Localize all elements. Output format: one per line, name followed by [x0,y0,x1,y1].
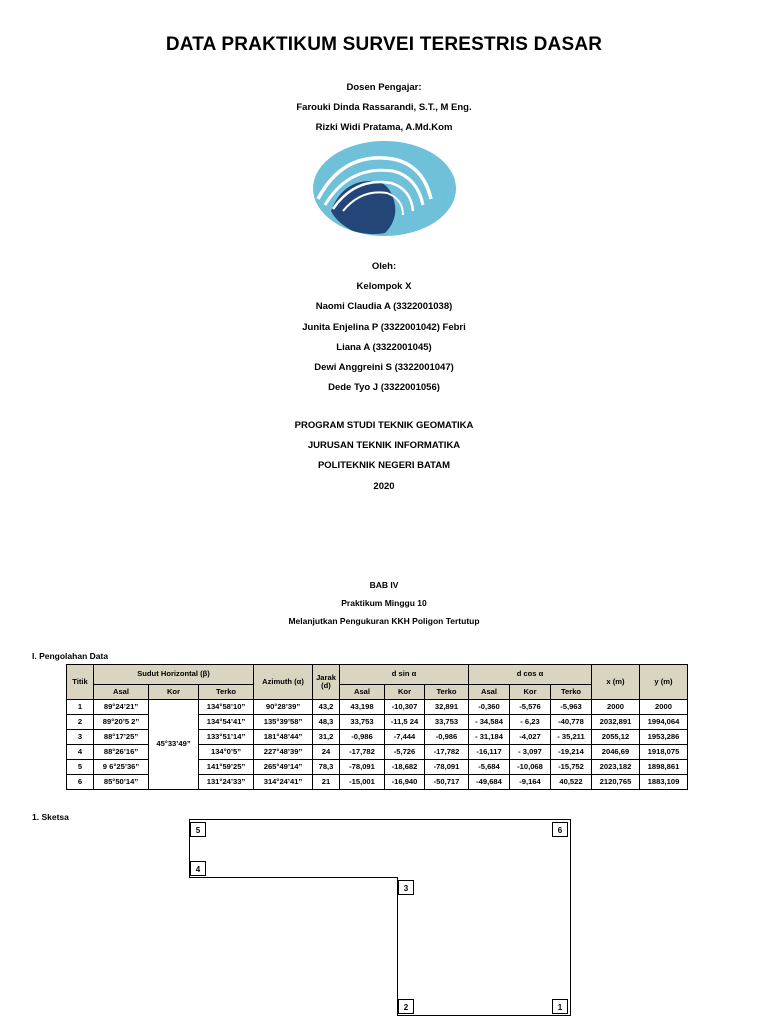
cell-dcos-kor: -10,068 [510,760,551,775]
cell-y: 1994,064 [640,715,688,730]
cell-dsin-kor: -7,444 [385,730,425,745]
sketch-edge [570,819,571,1016]
header-sudut: Sudut Horizontal (β) [94,665,254,685]
cell-y: 1883,109 [640,775,688,790]
cell-y: 2000 [640,700,688,715]
cell-dsin-asal: -78,091 [340,760,385,775]
group-name: Kelompok X [356,281,412,293]
sketch-heading: 1. Sketsa [32,812,69,822]
cell-dcos-terko: -5,963 [551,700,592,715]
cell-titik: 1 [67,700,94,715]
dosen-label: Dosen Pengajar: [346,82,422,93]
subheader-asal: Asal [340,685,385,700]
member-name: Naomi Claudia A (3322001038) [315,301,453,313]
cell-dsin-terko: -50,717 [425,775,469,790]
cell-dcos-kor: - 6,23 [510,715,551,730]
cell-dsin-terko: -78,091 [425,760,469,775]
cell-dcos-terko: -19,214 [551,745,592,760]
subheader-kor: Kor [385,685,425,700]
cell-dcos-terko: 40,522 [551,775,592,790]
chapter-number: BAB IV [369,580,399,590]
cell-x: 2055,12 [592,730,640,745]
dosen-block [0,78,768,139]
cell-sudut-asal: 85°50’14” [94,775,149,790]
subheader-terko: Terko [425,685,469,700]
year: 2020 [373,480,395,492]
subheader-asal: Asal [469,685,510,700]
cell-dcos-asal: -16,117 [469,745,510,760]
subheader-kor: Kor [149,685,199,700]
cell-dcos-asal: -49,684 [469,775,510,790]
cell-titik: 6 [67,775,94,790]
point-label: 5 [190,822,206,837]
cell-x: 2120,765 [592,775,640,790]
member-name: Dewi Anggreini S (3322001047) [314,361,454,373]
sketch-edge [397,1015,571,1016]
subheader-kor: Kor [510,685,551,700]
header-azimuth: Azimuth (α) [254,665,313,700]
chapter-topic: Melanjutkan Pengukuran KKH Poligon Tertutup [288,616,480,626]
header-x: x (m) [592,665,640,700]
cell-jarak: 21 [313,775,340,790]
cell-sudut-terko: 134°58’10” [199,700,254,715]
program-name: PROGRAM STUDI TEKNIK GEOMATIKA [294,420,474,431]
cell-sudut-terko: 134°54’41” [199,715,254,730]
cell-dsin-kor: -16,940 [385,775,425,790]
cell-dsin-terko: -17,782 [425,745,469,760]
point-label: 4 [190,861,206,876]
chapter-block [0,576,768,630]
member-name: Liana A (3322001045) [336,341,432,353]
cell-x: 2046,69 [592,745,640,760]
cell-jarak: 43,2 [313,700,340,715]
cell-dcos-asal: - 31,184 [469,730,510,745]
cell-sudut-asal: 9 6°25’36” [94,760,149,775]
cell-dsin-kor: -11,5 24 [385,715,425,730]
header-y: y (m) [640,665,688,700]
cell-sudut-terko: 141°59’25” [199,760,254,775]
cell-jarak: 78,3 [313,760,340,775]
cell-azimuth: 181°48’44” [254,730,313,745]
cell-azimuth: 314°24’41” [254,775,313,790]
header-jarak: Jarak (d) [313,665,340,700]
cell-dsin-terko: -0,986 [425,730,469,745]
cell-sudut-kor: 45°33’49” [149,700,199,790]
data-table [66,664,688,790]
cell-dsin-kor: -5,726 [385,745,425,760]
cell-dsin-kor: -18,682 [385,760,425,775]
cell-azimuth: 265°49’14” [254,760,313,775]
point-label: 2 [398,999,414,1014]
cell-dcos-terko: - 35,211 [551,730,592,745]
member-name: Junita Enjelina P (3322001042) Febri [302,321,466,333]
header-dsin: d sin α [340,665,469,685]
page-title: DATA PRAKTIKUM SURVEI TERESTRIS DASAR [165,34,603,55]
author-block [0,257,768,398]
cell-titik: 5 [67,760,94,775]
cell-dsin-asal: -17,782 [340,745,385,760]
cell-jarak: 24 [313,745,340,760]
cell-sudut-terko: 131°24’33” [199,775,254,790]
cell-sudut-asal: 88°26’16” [94,745,149,760]
cell-dcos-kor: - 3,097 [510,745,551,760]
cell-dcos-asal: -0,360 [469,700,510,715]
cell-dcos-terko: -15,752 [551,760,592,775]
cell-dcos-kor: -5,576 [510,700,551,715]
sketch-edge [397,877,398,1016]
cell-sudut-asal: 89°24’21” [94,700,149,715]
dosen-name: Rizki Widi Pratama, A.Md.Kom [315,122,453,134]
institution-name: POLITEKNIK NEGERI BATAM [317,460,451,472]
institution-block [0,416,768,497]
cell-dcos-kor: -4,027 [510,730,551,745]
cell-dsin-asal: 43,198 [340,700,385,715]
cell-dsin-kor: -10,307 [385,700,425,715]
cell-y: 1953,286 [640,730,688,745]
cell-dsin-terko: 32,891 [425,700,469,715]
point-label: 1 [552,999,568,1014]
sketch-edge [189,877,398,878]
section-heading: I. Pengolahan Data [32,651,109,661]
cell-dsin-asal: 33,753 [340,715,385,730]
subheader-asal: Asal [94,685,149,700]
cell-sudut-asal: 89°20’5 2” [94,715,149,730]
cell-jarak: 31,2 [313,730,340,745]
header-dcos: d cos α [469,665,592,685]
point-label: 3 [398,880,414,895]
dosen-name: Farouki Dinda Rassarandi, S.T., M Eng. [296,102,472,114]
cell-azimuth: 90°28’39” [254,700,313,715]
department-name: JURUSAN TEKNIK INFORMATIKA [307,440,461,452]
cell-dcos-kor: -9,164 [510,775,551,790]
cell-dcos-asal: -5,684 [469,760,510,775]
cell-sudut-asal: 88°17’25” [94,730,149,745]
sketch-edge [189,819,571,820]
cell-dsin-terko: 33,753 [425,715,469,730]
point-label: 6 [552,822,568,837]
oleh-label: Oleh: [371,261,397,272]
table-row [67,700,688,715]
cell-x: 2032,891 [592,715,640,730]
cell-sudut-terko: 133°51’14” [199,730,254,745]
cell-dsin-asal: -15,001 [340,775,385,790]
cell-titik: 2 [67,715,94,730]
cell-jarak: 48,3 [313,715,340,730]
subheader-terko: Terko [551,685,592,700]
cell-sudut-terko: 134°0’5” [199,745,254,760]
institution-logo [313,141,456,236]
cell-x: 2023,182 [592,760,640,775]
member-name: Dede Tyo J (3322001056) [328,382,440,394]
cell-titik: 4 [67,745,94,760]
header-titik: Titik [67,665,94,700]
cell-titik: 3 [67,730,94,745]
subheader-terko: Terko [199,685,254,700]
cell-dsin-asal: -0,986 [340,730,385,745]
cell-x: 2000 [592,700,640,715]
cell-dcos-terko: -40,778 [551,715,592,730]
cell-y: 1898,861 [640,760,688,775]
cell-y: 1918,075 [640,745,688,760]
cell-dcos-asal: - 34,584 [469,715,510,730]
cell-azimuth: 227°48’39” [254,745,313,760]
cell-azimuth: 135°39’58” [254,715,313,730]
chapter-subtitle: Praktikum Minggu 10 [341,598,427,608]
